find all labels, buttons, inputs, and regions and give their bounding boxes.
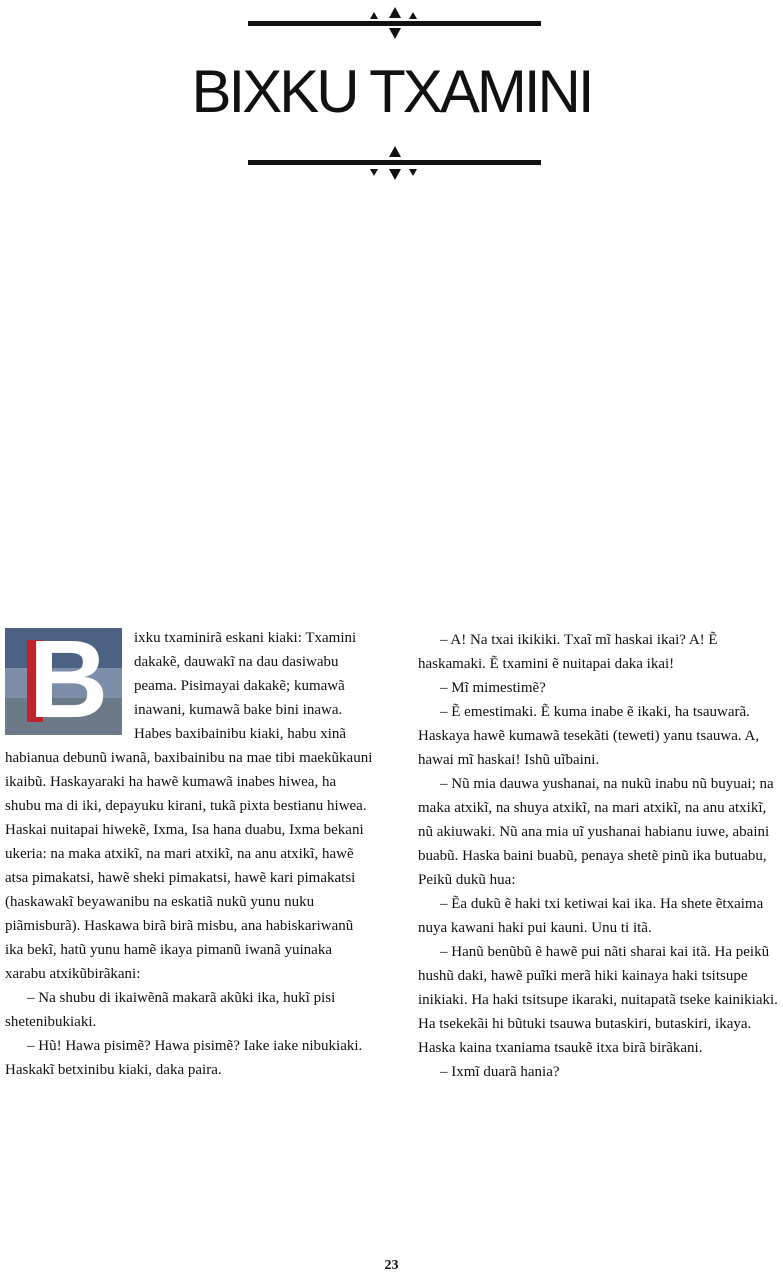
ornament-triangle-icon — [389, 28, 401, 39]
paragraph: ixku txaminirã eskani kiaki: Txamini dakakẽ, dauwakĩ na dau dasiwabu peama. Pisimayai dakakẽ; kumawã inawani, kumawã bake bini inawa. Habes baxibainibu kiaki, habu xinã habianua debunũ iwanã, baxibainibu na mae tibi maekũkauni ikaibũ. Haskayaraki ha hawẽ kumawã inabes hiwea, ha shubu ma di iki, depayuku kirani, tukã pixta bestianu hiwea. Haskai nuitapai hiwekẽ, Ixma, Isa hana duabu, Ixma bekani ukeria: na maka atxikĩ, na mari atxikĩ, na anu atxikĩ, hawẽ atsa pimakatsi, hawẽ sheki pimakatsi, hawẽ kari pimakatsi (haskawakĩ beyawanibu na eskatiã nukũ yunu nuku piãmisburã). Haskawa birã birã misbu, ana habiskariwanũ ika bekĩ, hatũ yunu hamẽ ikaya pimanũ iwanã yuinaka xarabu atxikũbirãkani: — [5, 630, 373, 982]
page-number: 23 — [384, 1258, 399, 1273]
left-column — [5, 618, 375, 1082]
paragraph: – Ixmĩ duarã hania? — [440, 1064, 560, 1080]
ornament-triangle-icon — [409, 12, 417, 19]
ornament-triangle-icon — [389, 146, 401, 157]
drop-cap-image — [5, 618, 122, 741]
ornament-triangle-icon — [370, 169, 378, 176]
paragraph: – Na shubu di ikaiwẽnã makarã akũki ika, hukĩ pisi shetenibukiaki. — [5, 990, 336, 1030]
ornament-rule — [248, 160, 541, 165]
drop-cap-letter: B — [28, 618, 109, 741]
ornament-triangle-icon — [370, 12, 378, 19]
ornament-triangle-icon — [389, 169, 401, 180]
paragraph: – Hanũ benũbũ ẽ hawẽ pui nãti sharai kai itã. Ha peikũ hushũ daki, hawẽ puĩki merã hiki kainaya haki tsitsupe inikiaki. Ha haki tsitsupe ikaraki, nuitapatã tseke kainikiaki. Ha tsekekãi hi bũtuki tsauwa butaskiri, butaskiri, ikaya. Haska kaina txaniama tsaukẽ itxa birã birãkani. — [418, 944, 778, 1056]
paragraph: – Hũ! Hawa pisimẽ? Hawa pisimẽ? Iake iake nibukiaki. Haskakĩ betxinibu kiaki, daka paira. — [5, 1038, 363, 1078]
paragraph: – Ẽ emestimaki. Ẽ kuma inabe ẽ ikaki, ha tsauwarã. Haskaya hawẽ kumawã tesekãti (teweti) yanu tsauwa. A, hawai mĩ haskai! Ishũ uĩbaini. — [418, 704, 760, 768]
paragraph: – Mĩ mimestimẽ? — [440, 680, 546, 696]
ornament-rule — [248, 21, 541, 26]
chapter-title: BIXKU TXAMINI — [191, 58, 592, 125]
right-column — [418, 628, 780, 1084]
ornament-triangle-icon — [409, 169, 417, 176]
paragraph: – Ẽa dukũ ẽ haki txi ketiwai kai ika. Ha shete ẽtxaima nuya kawani haki pui kauni. Unu ti itã. — [418, 896, 764, 936]
ornament-triangle-icon — [389, 7, 401, 18]
paragraph: – Nũ mia dauwa yushanai, na nukũ inabu nũ buyuai; na maka atxikĩ, na shuya atxikĩ, na mari atxikĩ, na anu atxikĩ, nũ akiuwaki. Nũ ana mia uĩ yushanai habianu iuwe, abaini buabũ. Haska baini buabũ, penaya shetẽ pinũ ika butuabu, Peikũ dukũ hua: — [418, 776, 774, 888]
paragraph: – A! Na txai ikikiki. Txaĩ mĩ haskai ikai? A! Ẽ haskamaki. Ẽ txamini ẽ nuitapai daka ikai! — [418, 632, 718, 672]
